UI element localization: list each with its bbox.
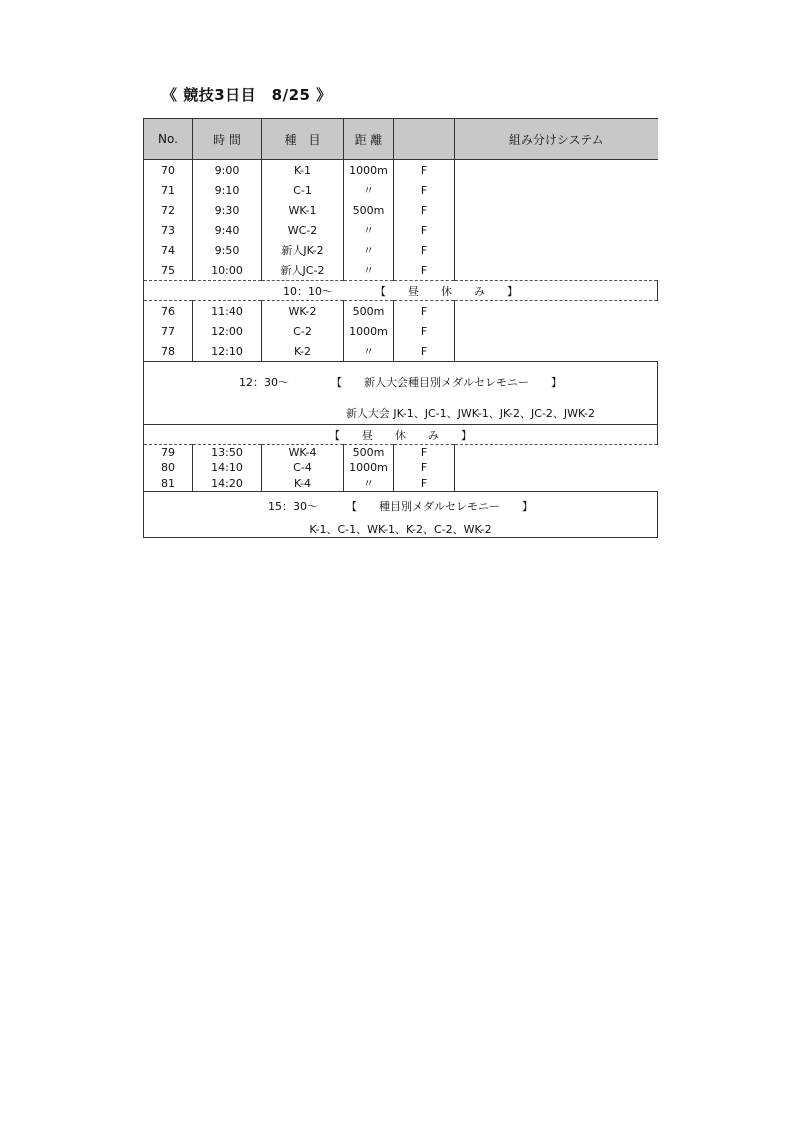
- race-no: 77: [144, 321, 193, 341]
- race-system: F: [394, 240, 455, 260]
- ceremony-events-row: [144, 520, 658, 538]
- ceremony-events-cell: [144, 520, 658, 538]
- break-label: 【 昼 休 み 】: [375, 284, 518, 298]
- system-note: [455, 160, 658, 181]
- system-note: [455, 445, 658, 461]
- race-event: 新人JC-2: [262, 260, 344, 281]
- ceremony-row: [144, 362, 658, 403]
- race-no: 81: [144, 475, 193, 492]
- ceremony-time: 12：30～: [239, 376, 289, 389]
- ceremony-row: [144, 492, 658, 521]
- header-event: 種 目: [262, 119, 344, 160]
- table-row: [144, 341, 658, 362]
- table-row: [144, 301, 658, 322]
- race-time: 14:20: [193, 475, 262, 492]
- race-distance: 〃: [344, 220, 394, 240]
- system-note: [455, 341, 658, 362]
- table-row: [144, 445, 658, 461]
- race-event: 新人JK-2: [262, 240, 344, 260]
- lunch-break-cell: [144, 425, 658, 445]
- system-note: [455, 240, 658, 260]
- header-distance: 距 離: [344, 119, 394, 160]
- table-row: [144, 240, 658, 260]
- race-system: F: [394, 180, 455, 200]
- page-title: 《 競技3日目 8/25 》: [162, 86, 332, 104]
- break-time: 10：10～: [283, 284, 333, 298]
- race-system: F: [394, 445, 455, 461]
- race-time: 9:50: [193, 240, 262, 260]
- system-note: [455, 475, 658, 492]
- break-label: 【 昼 休 み 】: [329, 428, 472, 442]
- ceremony-events-row: [144, 402, 658, 425]
- system-note: [455, 260, 658, 281]
- ceremony-events-cell: [144, 402, 658, 425]
- race-distance: 1000m: [344, 160, 394, 181]
- race-event: K-4: [262, 475, 344, 492]
- system-note: [455, 301, 658, 322]
- race-time: 10:00: [193, 260, 262, 281]
- race-no: 73: [144, 220, 193, 240]
- ceremony-label: 【 種目別メダルセレモニー 】: [346, 500, 533, 513]
- race-event: WC-2: [262, 220, 344, 240]
- table-row: [144, 220, 658, 240]
- race-distance: 500m: [344, 301, 394, 322]
- race-system: F: [394, 475, 455, 492]
- race-no: 75: [144, 260, 193, 281]
- table-row: [144, 180, 658, 200]
- race-event: WK-1: [262, 200, 344, 220]
- table-row: [144, 321, 658, 341]
- race-distance: 500m: [344, 445, 394, 461]
- ceremony-label: 【 新人大会種目別メダルセレモニー 】: [331, 376, 562, 389]
- race-system: F: [394, 200, 455, 220]
- race-time: 9:30: [193, 200, 262, 220]
- race-event: C-4: [262, 460, 344, 475]
- race-no: 80: [144, 460, 193, 475]
- race-no: 78: [144, 341, 193, 362]
- race-event: C-2: [262, 321, 344, 341]
- table-row: [144, 460, 658, 475]
- race-no: 76: [144, 301, 193, 322]
- race-no: 71: [144, 180, 193, 200]
- race-time: 9:10: [193, 180, 262, 200]
- race-system: F: [394, 160, 455, 181]
- race-time: 13:50: [193, 445, 262, 461]
- header-system: 組み分けシステム: [455, 119, 658, 160]
- table-row: [144, 260, 658, 281]
- race-distance: 500m: [344, 200, 394, 220]
- ceremony-cell: [144, 492, 658, 521]
- race-time: 9:40: [193, 220, 262, 240]
- race-system: F: [394, 260, 455, 281]
- race-time: 11:40: [193, 301, 262, 322]
- race-time: 12:10: [193, 341, 262, 362]
- header-no: No.: [144, 119, 193, 160]
- race-event: C-1: [262, 180, 344, 200]
- header-time: 時 間: [193, 119, 262, 160]
- ceremony-events: 新人大会 JK-1、JC-1、JWK-1、JK-2、JC-2、JWK-2: [345, 407, 596, 420]
- system-note: [455, 460, 658, 475]
- race-system: F: [394, 321, 455, 341]
- race-system: F: [394, 341, 455, 362]
- table-row: [144, 200, 658, 220]
- race-event: WK-2: [262, 301, 344, 322]
- race-distance: 〃: [344, 180, 394, 200]
- ceremony-time: 15：30～: [268, 500, 318, 513]
- race-distance: 〃: [344, 341, 394, 362]
- race-distance: 〃: [344, 240, 394, 260]
- ceremony-events: K-1、C-1、WK-1、K-2、C-2、WK-2: [309, 522, 492, 536]
- race-no: 70: [144, 160, 193, 181]
- race-event: WK-4: [262, 445, 344, 461]
- race-distance: 〃: [344, 260, 394, 281]
- header-blank: [394, 119, 455, 160]
- header-row: [144, 119, 658, 160]
- race-event: K-2: [262, 341, 344, 362]
- lunch-break-row: [144, 425, 658, 445]
- system-note: [455, 180, 658, 200]
- race-no: 74: [144, 240, 193, 260]
- race-distance: 〃: [344, 475, 394, 492]
- schedule-table: [143, 118, 658, 538]
- race-event: K-1: [262, 160, 344, 181]
- lunch-break-cell: [144, 281, 658, 301]
- race-no: 79: [144, 445, 193, 461]
- race-distance: 1000m: [344, 321, 394, 341]
- system-note: [455, 321, 658, 341]
- system-note: [455, 200, 658, 220]
- table-row: [144, 160, 658, 181]
- race-no: 72: [144, 200, 193, 220]
- race-system: F: [394, 301, 455, 322]
- race-time: 12:00: [193, 321, 262, 341]
- race-time: 9:00: [193, 160, 262, 181]
- system-note: [455, 220, 658, 240]
- lunch-break-row: [144, 281, 658, 301]
- race-system: F: [394, 220, 455, 240]
- ceremony-cell: [144, 362, 658, 403]
- race-system: F: [394, 460, 455, 475]
- race-time: 14:10: [193, 460, 262, 475]
- race-distance: 1000m: [344, 460, 394, 475]
- table-row: [144, 475, 658, 492]
